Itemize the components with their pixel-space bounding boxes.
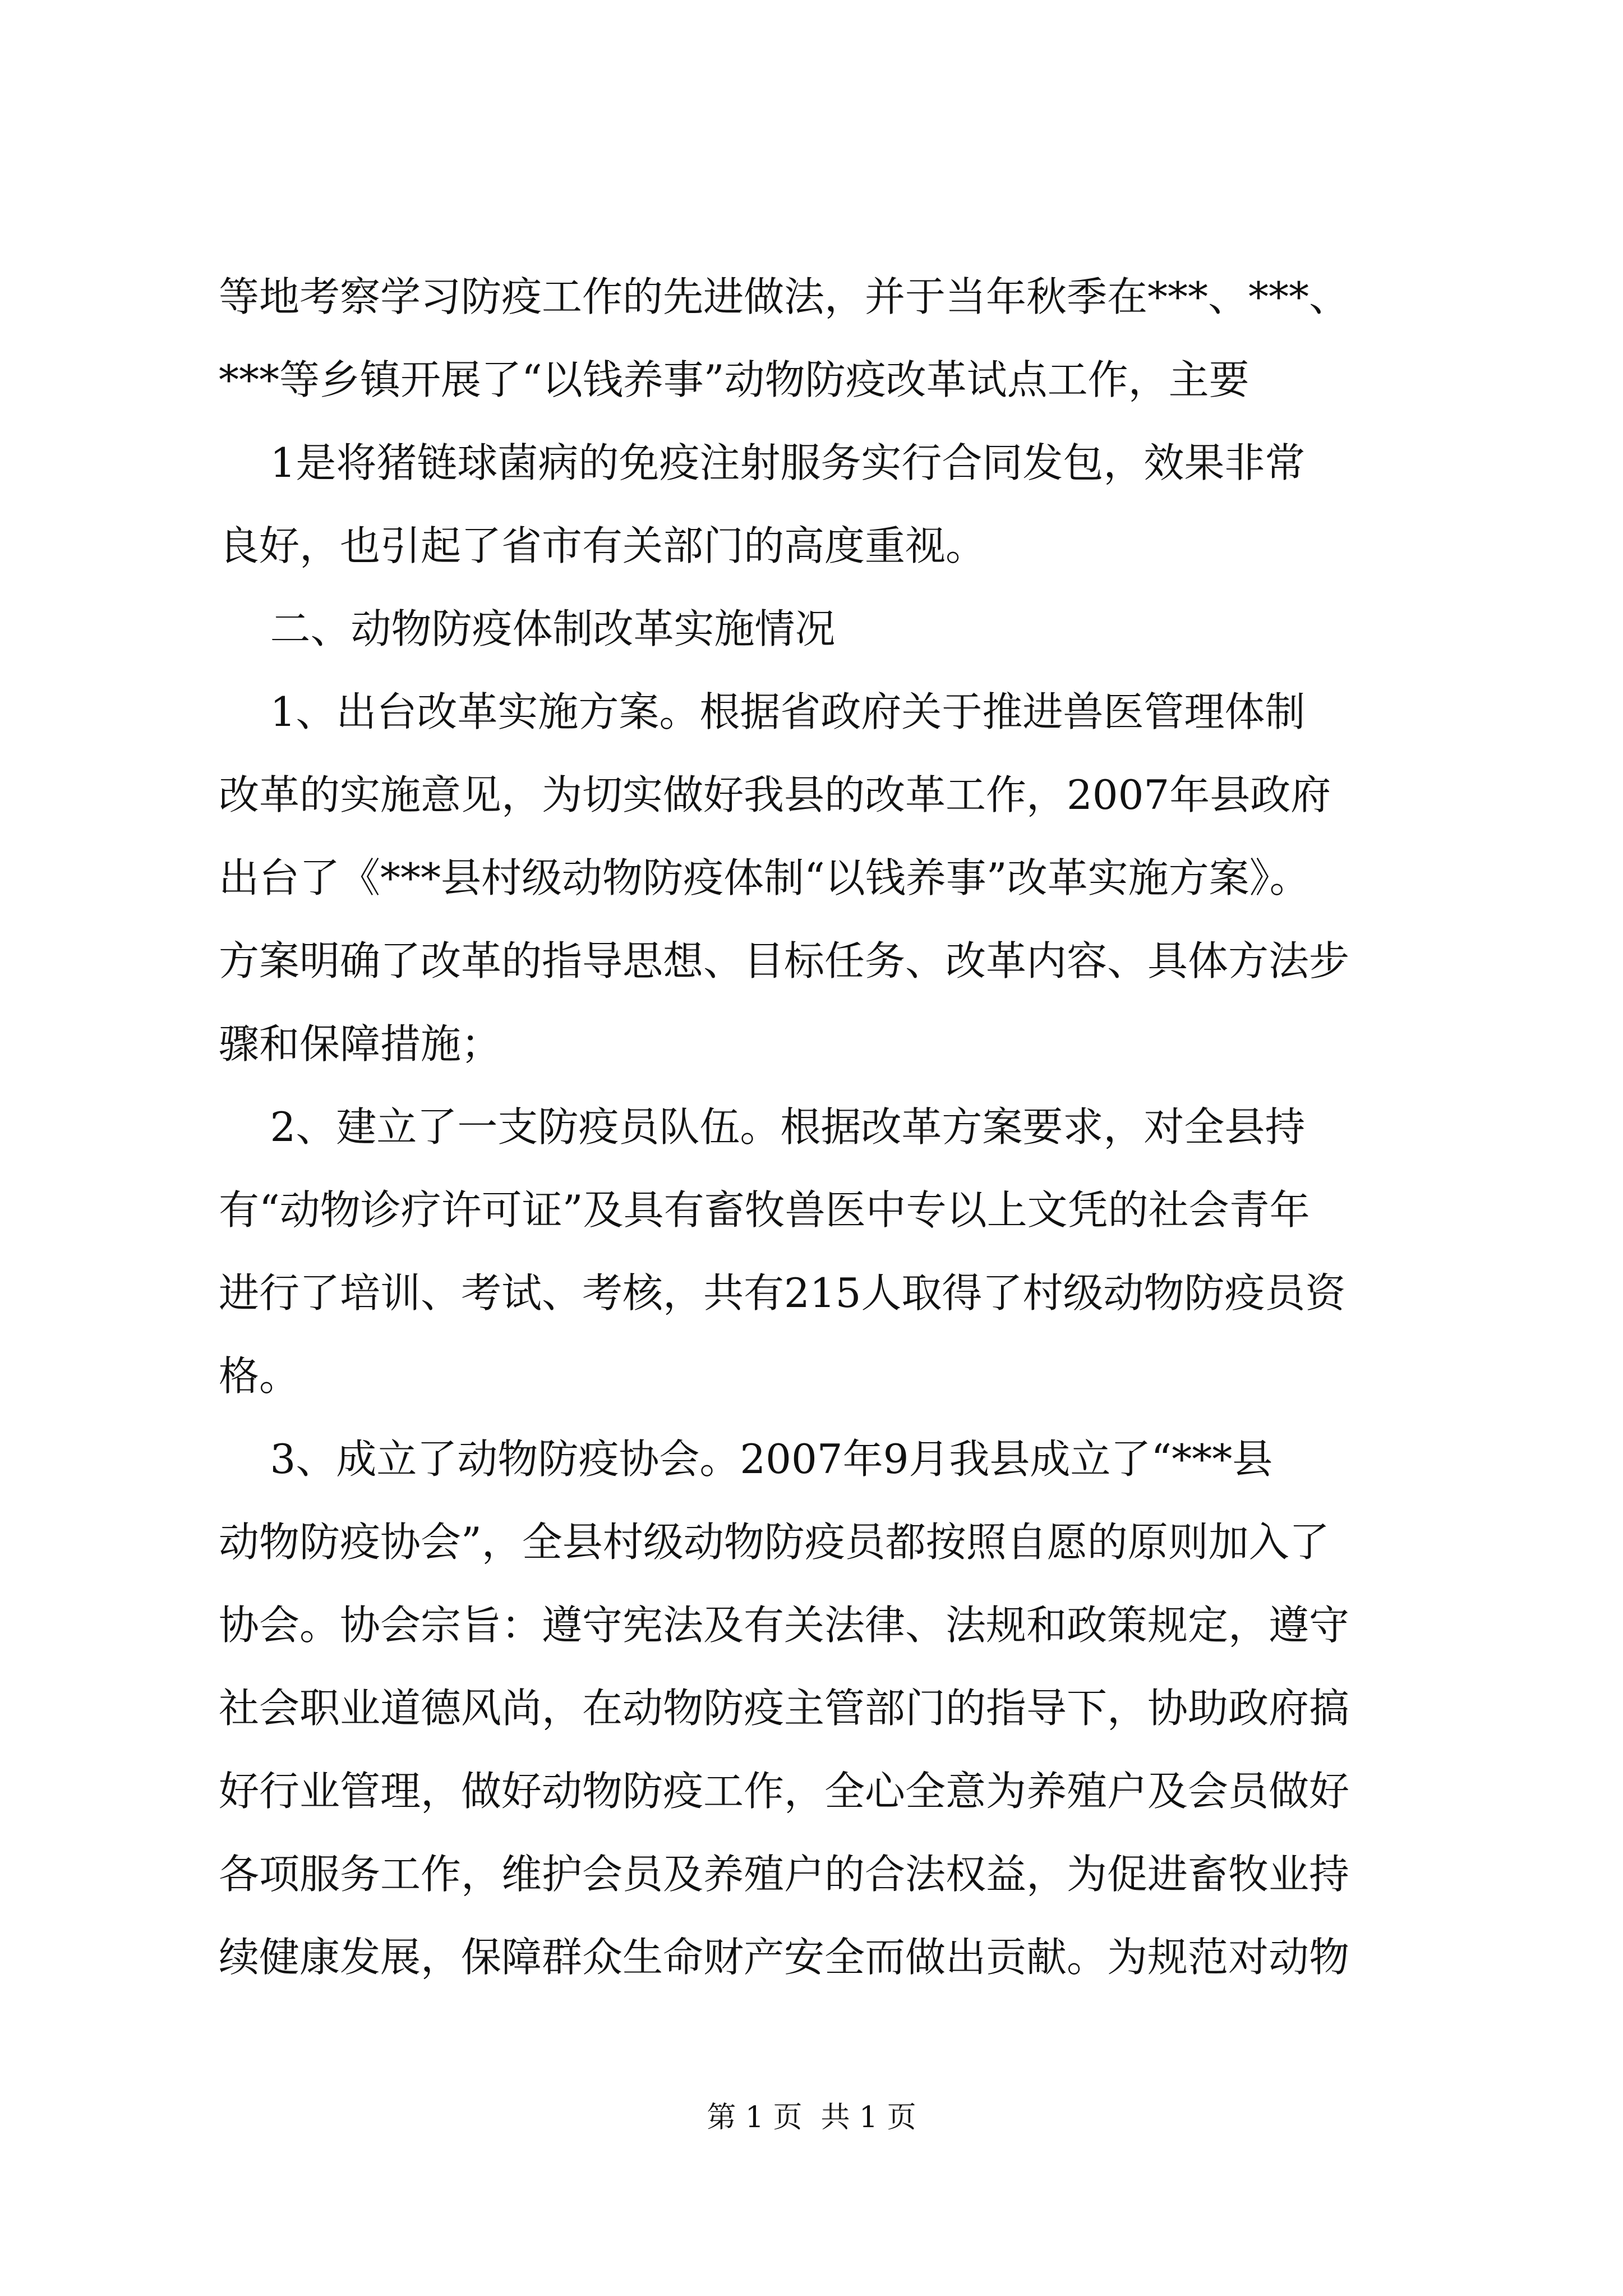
text-line: 方案明确了改革的指导思想、目标任务、改革内容、具体方法步 bbox=[219, 937, 1350, 984]
text-line: 有“动物诊疗许可证”及具有畜牧兽医中专以上文凭的社会青年 bbox=[219, 1186, 1310, 1234]
text-line: 骤和保障措施； bbox=[219, 1020, 502, 1068]
text-line: 出台了《***县村级动物防疫体制“以钱养事”改革实施方案》。 bbox=[219, 854, 1310, 901]
text-line: 各项服务工作，维护会员及养殖户的合法权益，为促进畜牧业持 bbox=[219, 1851, 1350, 1898]
text-line: 1是将猪链球菌病的免疫注射服务实行合同发包，效果非常 bbox=[219, 439, 1306, 486]
text-line: 续健康发展，保障群众生命财产安全而做出贡献。为规范对动物 bbox=[219, 1934, 1350, 1981]
text-line: 1、出台改革实施方案。根据省政府关于推进兽医管理体制 bbox=[219, 688, 1306, 735]
text-line: 2、建立了一支防疫员队伍。根据改革方案要求，对全县持 bbox=[219, 1103, 1306, 1151]
text-line: 好行业管理，做好动物防疫工作，全心全意为养殖户及会员做好 bbox=[219, 1768, 1350, 1815]
text-line: ***等乡镇开展了“以钱养事”动物防疫改革试点工作，主要 bbox=[219, 356, 1249, 403]
text-line: 进行了培训、考试、考核，共有215人取得了村级动物防疫员资 bbox=[219, 1269, 1346, 1317]
text-line: 协会。协会宗旨：遵守宪法及有关法律、法规和政策规定，遵守 bbox=[219, 1602, 1350, 1649]
text-line: 社会职业道德风尚，在动物防疫主管部门的指导下，协助政府搞 bbox=[219, 1685, 1350, 1732]
text-line: 3、成立了动物防疫协会。2007年9月我县成立了“***县 bbox=[219, 1435, 1273, 1483]
text-line: 格。 bbox=[219, 1352, 300, 1400]
text-line: 改革的实施意见，为切实做好我县的改革工作，2007年县政府 bbox=[219, 771, 1331, 818]
text-line: 动物防疫协会”，全县村级动物防疫员都按照自愿的原则加入了 bbox=[219, 1519, 1330, 1566]
document-body bbox=[219, 255, 1430, 1999]
page-footer: 第 1 页 共 1 页 bbox=[707, 2101, 916, 2134]
text-line: 等地考察学习防疫工作的先进做法，并于当年秋季在***、***、 bbox=[219, 273, 1350, 320]
section-heading: 二、动物防疫体制改革实施情况 bbox=[219, 605, 836, 652]
text-line: 良好，也引起了省市有关部门的高度重视。 bbox=[219, 522, 986, 569]
